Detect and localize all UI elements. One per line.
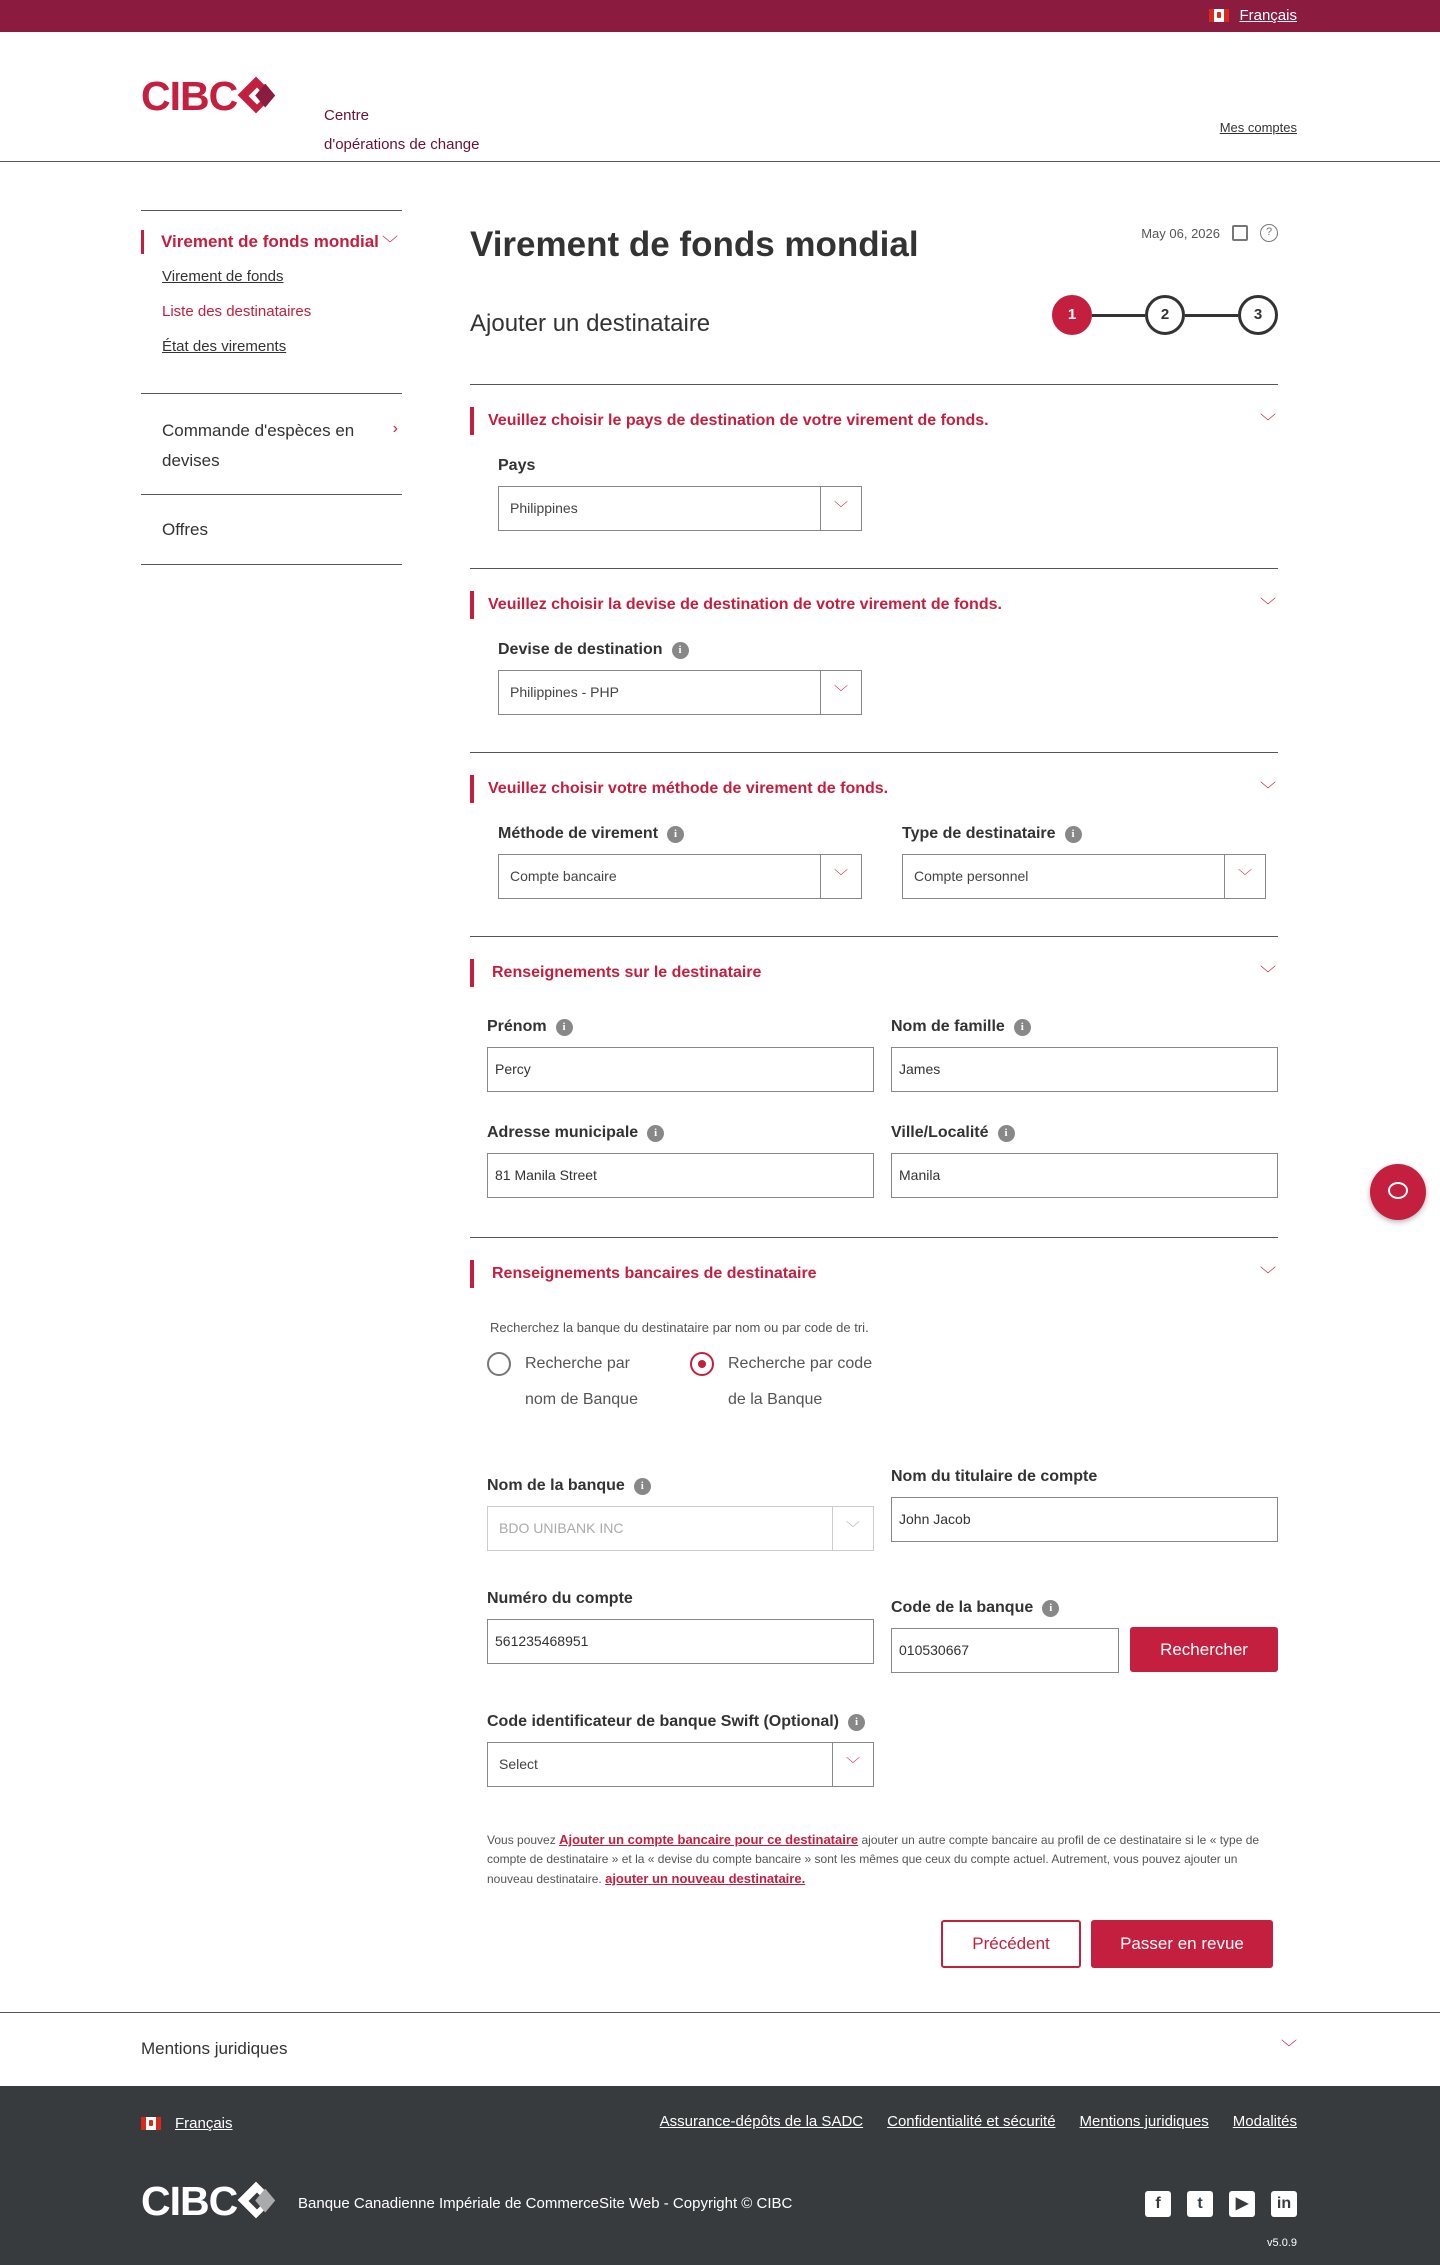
canada-flag-icon: [141, 2117, 161, 2130]
sidebar-subitem-status[interactable]: État des virements: [162, 338, 287, 355]
method-select[interactable]: Compte bancaire ﹀: [498, 854, 862, 899]
footer-copyright: Banque Canadienne Impériale de CommerceSite Web - Copyright © CIBC: [298, 2195, 793, 2212]
first-name-input[interactable]: Percy: [487, 1047, 874, 1092]
youtube-icon[interactable]: ▶: [1229, 2191, 1255, 2217]
method-heading[interactable]: Veuillez choisir votre méthode de virement de fonds.: [470, 775, 888, 803]
currency-section: [470, 568, 1278, 752]
first-name-field: Prénom i Percy: [487, 1016, 874, 1092]
top-bar: [0, 0, 1440, 32]
bank-code-input[interactable]: 010530667: [891, 1628, 1119, 1673]
chevron-down-icon[interactable]: ﹀: [1259, 598, 1276, 615]
radio-button[interactable]: [487, 1352, 511, 1376]
social-links: [1145, 2191, 1297, 2217]
info-icon[interactable]: i: [1042, 1600, 1059, 1617]
section-subtitle: Ajouter un destinataire: [470, 310, 711, 337]
page-title: Virement de fonds mondial: [470, 225, 919, 264]
chat-button[interactable]: [1370, 1164, 1426, 1220]
sidebar-group-transfer: [141, 210, 402, 393]
sidebar-item-cash-order[interactable]: Commande d'espèces en devises ›: [141, 393, 402, 494]
sidebar-item-transfer[interactable]: Virement de fonds mondial: [141, 230, 402, 254]
footer-language-toggle[interactable]: [141, 2115, 233, 2132]
last-name-input[interactable]: James: [891, 1047, 1278, 1092]
city-field: Ville/Localité i Manila: [891, 1122, 1278, 1198]
add-bank-account-link[interactable]: Ajouter un compte bancaire pour ce destinataire: [559, 1832, 859, 1847]
step-3: 3: [1238, 295, 1278, 335]
info-icon[interactable]: i: [1014, 1019, 1031, 1036]
bank-name-field-wrap: Nom de la banque i BDO UNIBANK INC ﹀: [487, 1475, 874, 1551]
chevron-down-icon[interactable]: ﹀: [1259, 1267, 1276, 1284]
country-heading[interactable]: Veuillez choisir le pays de destination de votre virement de fonds.: [470, 407, 989, 435]
info-icon[interactable]: i: [556, 1019, 573, 1036]
my-accounts-link[interactable]: Mes comptes: [1219, 120, 1297, 135]
previous-button[interactable]: Précédent: [941, 1920, 1081, 1968]
language-link[interactable]: Français: [1239, 7, 1297, 24]
radio-search-by-name[interactable]: Recherche par nom de Banque: [487, 1346, 638, 1418]
chevron-down-icon[interactable]: ﹀: [820, 487, 861, 530]
chevron-down-icon[interactable]: ﹀: [820, 671, 861, 714]
bank-code-field: Code de la banque i 010530667: [891, 1597, 1119, 1673]
date-label: May 06, 2026: [1141, 225, 1220, 241]
chevron-down-icon[interactable]: ﹀: [1259, 966, 1276, 983]
footer-link-cdic[interactable]: Assurance-dépôts de la SADC: [659, 2113, 864, 2130]
footer-link-privacy[interactable]: Confidentialité et sécurité: [887, 2113, 1056, 2130]
method-field: Méthode de virement i Compte bancaire ﹀: [498, 823, 862, 899]
bank-heading[interactable]: Renseignements bancaires de destinataire: [470, 1260, 817, 1288]
chevron-down-icon[interactable]: ﹀: [1259, 782, 1276, 799]
recipient-type-select[interactable]: Compte personnel ﹀: [902, 854, 1266, 899]
holder-input[interactable]: John Jacob: [891, 1497, 1278, 1542]
currency-field: Devise de destination i Philippines - PHP ﹀: [498, 639, 862, 715]
chevron-down-icon[interactable]: ﹀: [832, 1743, 873, 1786]
recipient-type-field: Type de destinataire i Compte personnel ﹀: [902, 823, 1266, 899]
language-toggle[interactable]: [1209, 7, 1297, 24]
recipient-heading[interactable]: Renseignements sur le destinataire: [470, 959, 761, 987]
info-icon[interactable]: i: [634, 1478, 651, 1495]
radio-search-by-code[interactable]: Recherche par code de la Banque: [690, 1346, 872, 1418]
chevron-down-icon[interactable]: ﹀: [1280, 2040, 1297, 2057]
cibc-logo-mark-icon: [239, 2183, 277, 2221]
info-icon[interactable]: i: [667, 826, 684, 843]
account-number-field: Numéro du compte 561235468951: [487, 1588, 874, 1664]
address-field: Adresse municipale i 81 Manila Street: [487, 1122, 874, 1198]
currency-heading[interactable]: Veuillez choisir la devise de destination de votre virement de fonds.: [470, 591, 1002, 619]
info-icon[interactable]: i: [647, 1125, 664, 1142]
add-new-recipient-link[interactable]: ajouter un nouveau destinataire.: [605, 1871, 806, 1886]
footer: [0, 2086, 1440, 2265]
country-select[interactable]: Philippines ﹀: [498, 486, 862, 531]
info-icon[interactable]: i: [848, 1714, 865, 1731]
info-icon[interactable]: i: [998, 1125, 1015, 1142]
method-section: [470, 752, 1278, 936]
radio-button-selected[interactable]: [690, 1352, 714, 1376]
footer-language-link[interactable]: Français: [175, 2115, 233, 2132]
search-button[interactable]: Rechercher: [1130, 1627, 1278, 1672]
facebook-icon[interactable]: f: [1145, 2191, 1171, 2217]
bank-helper-text: Recherchez la banque du destinataire par nom ou par code de tri.: [490, 1320, 869, 1335]
linkedin-icon[interactable]: in: [1271, 2191, 1297, 2217]
country-section: [470, 384, 1278, 568]
version-label: v5.0.9: [1267, 2237, 1297, 2249]
sidebar: [141, 210, 402, 565]
step-1: 1: [1052, 295, 1092, 335]
account-number-input[interactable]: 561235468951: [487, 1619, 874, 1664]
chevron-down-icon[interactable]: ﹀: [1224, 855, 1265, 898]
sidebar-subitem-transfer[interactable]: Virement de fonds: [162, 268, 284, 285]
chevron-right-icon: ›: [392, 420, 398, 437]
recipient-section: [470, 936, 1278, 1237]
sidebar-submenu: [141, 265, 402, 359]
footer-logo: CIBC: [141, 2178, 277, 2225]
sidebar-subitem-recipients[interactable]: Liste des destinataires: [162, 303, 312, 320]
chevron-down-icon[interactable]: ﹀: [381, 236, 398, 253]
footer-link-terms[interactable]: Modalités: [1232, 2113, 1297, 2130]
print-icon[interactable]: [1232, 225, 1248, 241]
sidebar-item-offers[interactable]: Offres: [141, 494, 402, 565]
footer-links: [660, 2113, 1297, 2130]
info-icon[interactable]: i: [672, 642, 689, 659]
swift-select[interactable]: Select ﹀: [487, 1742, 874, 1787]
date-toolbar: [1141, 224, 1278, 242]
legal-accordion[interactable]: [0, 2012, 1440, 2086]
review-button[interactable]: Passer en revue: [1091, 1920, 1273, 1968]
country-field: Pays Philippines ﹀: [498, 455, 862, 531]
header-subtitle: Centre d'opérations de change: [324, 107, 480, 153]
help-icon[interactable]: ?: [1260, 224, 1278, 242]
address-input[interactable]: 81 Manila Street: [487, 1153, 874, 1198]
add-account-note: Vous pouvez Ajouter un compte bancaire pour ce destinataire ajouter un autre compte bancaire au profil de ce destinataire si le « type de compte de destinataire » et la « devise du compte bancaire » sont les mêmes que ceux du compte actuel. Autrement, vous pouvez ajouter un nouveau destinataire. ajouter un nouveau destinataire.: [487, 1832, 1260, 1886]
twitter-icon[interactable]: t: [1187, 2191, 1213, 2217]
currency-select[interactable]: Philippines - PHP ﹀: [498, 670, 862, 715]
bank-name-select[interactable]: BDO UNIBANK INC ﹀: [487, 1506, 874, 1551]
header: [0, 32, 1440, 162]
cibc-logo-mark-icon: [239, 78, 277, 116]
canada-flag-icon: [1209, 9, 1229, 22]
holder-field: Nom du titulaire de compte John Jacob: [891, 1466, 1278, 1542]
cibc-logo[interactable]: CIBC: [141, 73, 277, 120]
bank-section: [470, 1237, 1278, 2105]
step-2: 2: [1145, 295, 1185, 335]
chevron-down-icon[interactable]: ﹀: [832, 1507, 873, 1550]
swift-field: Code identificateur de banque Swift (Optional) i Select ﹀: [487, 1711, 874, 1787]
last-name-field: Nom de famille i James: [891, 1016, 1278, 1092]
chevron-down-icon[interactable]: ﹀: [820, 855, 861, 898]
progress-stepper: [1052, 295, 1278, 335]
info-icon[interactable]: i: [1065, 826, 1082, 843]
legal-title: Mentions juridiques: [141, 2039, 288, 2058]
footer-link-legal[interactable]: Mentions juridiques: [1079, 2113, 1209, 2130]
city-input[interactable]: Manila: [891, 1153, 1278, 1198]
chevron-down-icon[interactable]: ﹀: [1259, 414, 1276, 431]
